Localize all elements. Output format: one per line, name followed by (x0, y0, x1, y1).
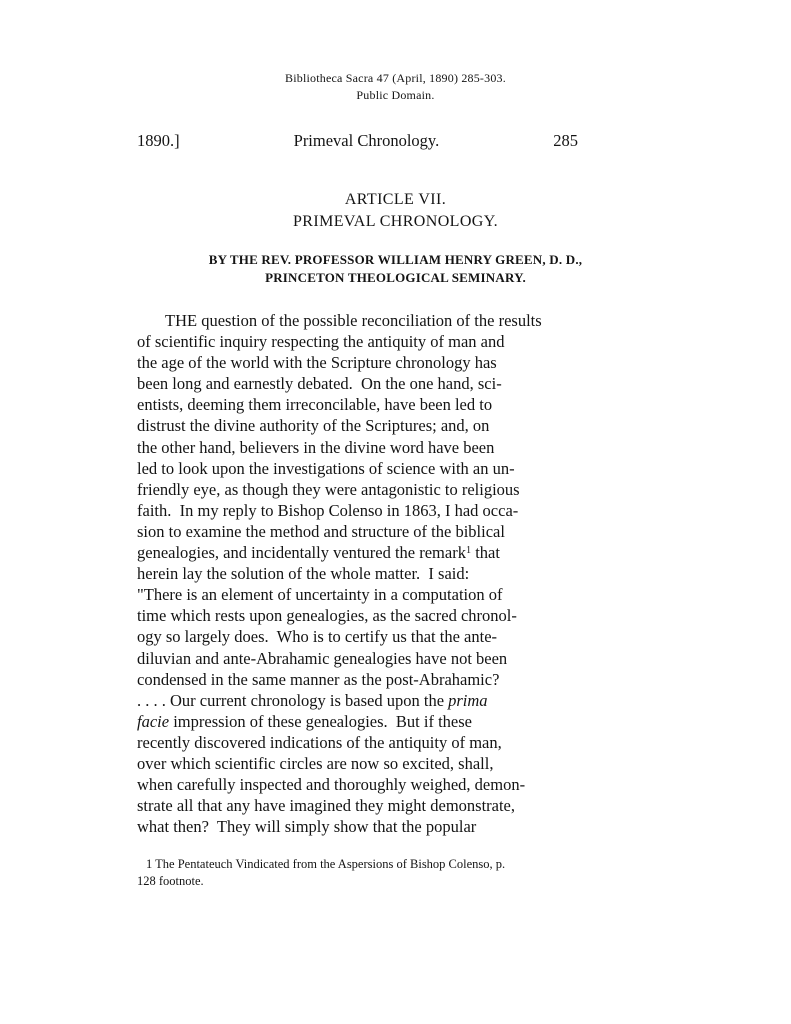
body-line: when carefully inspected and thoroughly weighed, demon- (137, 775, 526, 795)
body-line: led to look upon the investigations of science with an un- (137, 458, 515, 478)
byline-institution: PRINCETON THEOLOGICAL SEMINARY. (265, 270, 526, 285)
footnote-line: 1 The Pentateuch Vindicated from the Aspersions of Bishop Colenso, p. (146, 857, 506, 871)
footnote-line: 128 footnote. (137, 874, 204, 888)
article-number: ARTICLE VII. (344, 191, 447, 208)
body-line: faith. In my reply to Bishop Colenso in 1863, I had occa- (137, 500, 519, 520)
byline-author: BY THE REV. PROFESSOR WILLIAM HENRY GREEN, D. D., (208, 252, 583, 267)
body-line: been long and earnestly debated. On the one hand, sci- (137, 374, 502, 394)
body-line: herein lay the solution of the whole matter. I said: (137, 564, 470, 584)
source-line: Bibliotheca Sacra 47 (April, 1890) 285-303. (285, 71, 506, 85)
footnote (137, 856, 597, 890)
body-line: diluvian and ante-Abrahamic genealogies have not been (137, 648, 508, 668)
article-heading (0, 189, 791, 233)
document-header (0, 70, 791, 104)
running-head-title: Primeval Chronology. (293, 131, 440, 150)
body-line: of scientific inquiry respecting the antiquity of man and (137, 332, 505, 352)
running-head (137, 131, 578, 151)
body-line: friendly eye, as though they were antagonistic to religious (137, 479, 520, 499)
body-line: the other hand, believers in the divine word have been (137, 437, 495, 457)
body-line: time which rests upon genealogies, as the sacred chronol- (137, 606, 517, 626)
body-line: recently discovered indications of the antiquity of man, (137, 732, 502, 752)
body-line: genealogies, and incidentally ventured the remark$^1$ that (137, 543, 500, 563)
body-line: strate all that any have imagined they might demonstrate, (137, 796, 516, 816)
body-line: THE question of the possible reconciliation of the results (165, 311, 542, 330)
article-title: PRIMEVAL CHRONOLOGY. (292, 213, 499, 230)
byline (0, 251, 791, 287)
body-line: . . . . Our current chronology is based upon the prima (137, 690, 488, 710)
body-line: "There is an element of uncertainty in a computation of (137, 585, 503, 605)
body-line: sion to examine the method and structure of the biblical (137, 521, 505, 541)
body-line: entists, deeming them irreconcilable, have been led to (137, 395, 493, 415)
body-line: the age of the world with the Scripture chronology has (137, 353, 497, 373)
license-line: Public Domain. (356, 88, 435, 102)
body-line: distrust the divine authority of the Scriptures; and, on (137, 416, 490, 436)
running-head-year: 1890.] (137, 131, 180, 150)
body-line: facie impression of these genealogies. But if these (137, 711, 472, 731)
body-line: what then? They will simply show that the popular (137, 817, 477, 837)
body-line: condensed in the same manner as the post-Abrahamic? (137, 669, 500, 689)
running-head-page-number: 285 (553, 131, 578, 150)
body-line: over which scientific circles are now so excited, shall, (137, 753, 494, 773)
body-paragraph (137, 310, 607, 837)
body-line: ogy so largely does. Who is to certify us that the ante- (137, 627, 498, 647)
